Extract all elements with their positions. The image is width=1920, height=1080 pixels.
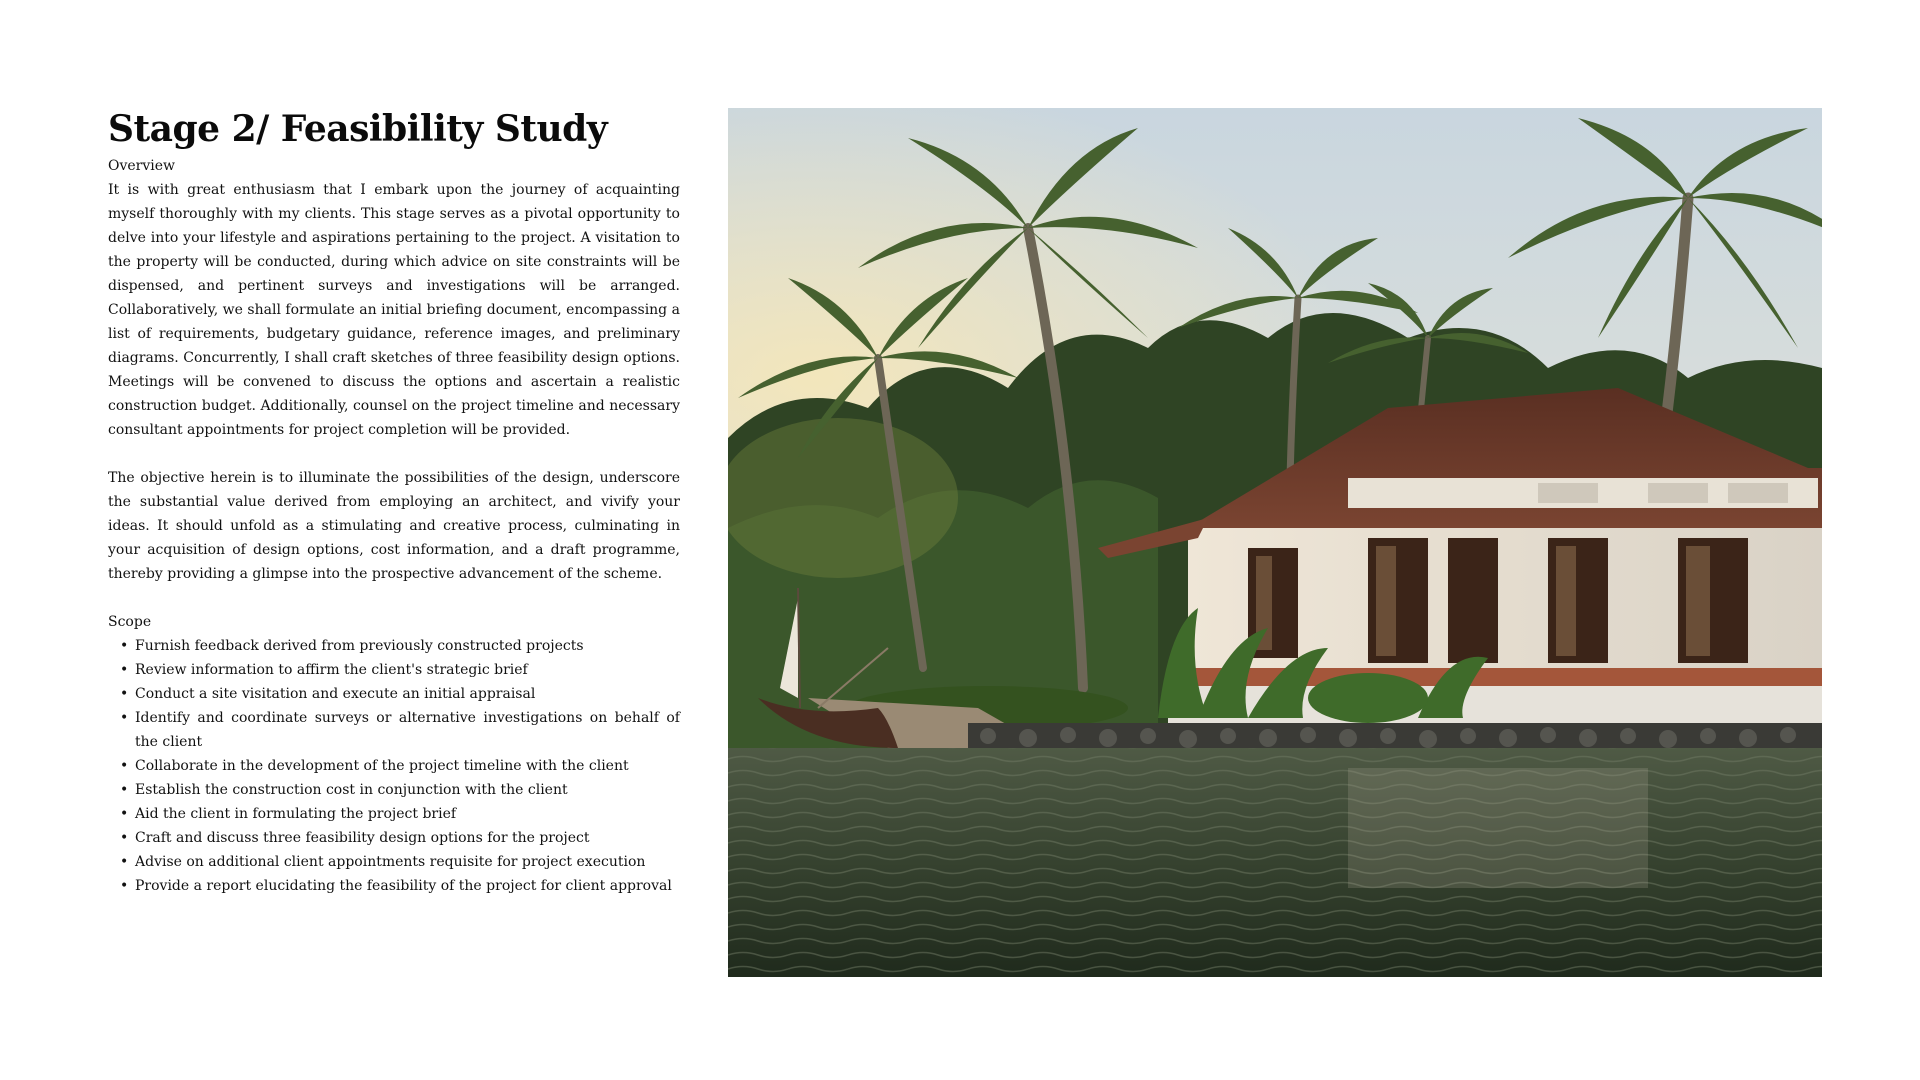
list-item	[108, 706, 680, 754]
lakeside-bungalow-photo	[728, 108, 1822, 977]
list-item-text: Provide a report elucidating the feasibility of the project for client approval	[135, 878, 672, 894]
water-ripples	[728, 748, 1822, 977]
bullet-icon: •	[120, 710, 129, 726]
bullet-icon: •	[120, 686, 129, 702]
list-item-text: Conduct a site visitation and execute an initial appraisal	[135, 686, 536, 702]
bullet-icon: •	[120, 662, 129, 678]
list-item-text: Establish the construction cost in conjunction with the client	[135, 782, 568, 798]
overview-paragraph-1: It is with great enthusiasm that I embark upon the journey of acquainting myself thoroughly with my clients. This stage serves as a pivotal opportunity to delve into your lifestyle and aspirations pertaining to the project. A visitation to the property will be conducted, during which advice on site constraints will be dispensed, and pertinent surveys and investigations will be arranged. Collaboratively, we shall formulate an initial briefing document, encompassing a list of requirements, budgetary guidance, reference images, and preliminary diagrams. Concurrently, I shall craft sketches of three feasibility design options. Meetings will be convened to discuss the options and ascertain a realistic construction budget. Additionally, counsel on the project timeline and necessary consultant appointments for project completion will be provided.	[108, 182, 680, 438]
deck-edge	[1168, 668, 1822, 686]
sunlit-foliage	[728, 418, 958, 578]
bullet-icon: •	[120, 878, 129, 894]
bullet-icon: •	[120, 638, 129, 654]
paragraph-gap	[108, 586, 680, 610]
photo-illustration	[728, 108, 1822, 977]
list-item	[108, 874, 680, 898]
bullet-icon: •	[120, 806, 129, 822]
list-item	[108, 634, 680, 658]
bullet-icon: •	[120, 830, 129, 846]
overview-paragraph-2: The objective herein is to illuminate the possibilities of the design, underscore the substantial value derived from employing an architect, and vivify your ideas. It should unfold as a stimulating and creative process, culminating in your acquisition of design options, cost information, and a draft programme, thereby providing a glimpse into the prospective advancement of the scheme.	[108, 470, 680, 582]
paragraph-gap	[108, 442, 680, 466]
list-item-text: Review information to affirm the client's strategic brief	[135, 662, 528, 678]
list-item-text: Advise on additional client appointments requisite for project execution	[135, 854, 646, 870]
list-item	[108, 850, 680, 874]
bullet-icon: •	[120, 758, 129, 774]
page-title: Stage 2/ Feasibility Study	[108, 108, 608, 150]
bullet-icon: •	[120, 854, 129, 870]
list-item-text: Craft and discuss three feasibility design options for the project	[135, 830, 590, 846]
list-item-text: Identify and coordinate surveys or alternative investigations on behalf of the client	[135, 710, 680, 750]
list-item	[108, 778, 680, 802]
list-item-text: Furnish feedback derived from previously constructed projects	[135, 638, 584, 654]
list-item	[108, 802, 680, 826]
scope-list	[108, 634, 680, 898]
list-item-text: Aid the client in formulating the project brief	[135, 806, 457, 822]
bullet-icon: •	[120, 782, 129, 798]
list-item	[108, 682, 680, 706]
scope-label: Scope	[108, 614, 152, 630]
list-item-text: Collaborate in the development of the project timeline with the client	[135, 758, 629, 774]
house-reflection	[1348, 768, 1648, 888]
text-column	[108, 104, 680, 898]
list-item	[108, 658, 680, 682]
overview-label: Overview	[108, 158, 176, 174]
list-item	[108, 826, 680, 850]
list-item	[108, 754, 680, 778]
